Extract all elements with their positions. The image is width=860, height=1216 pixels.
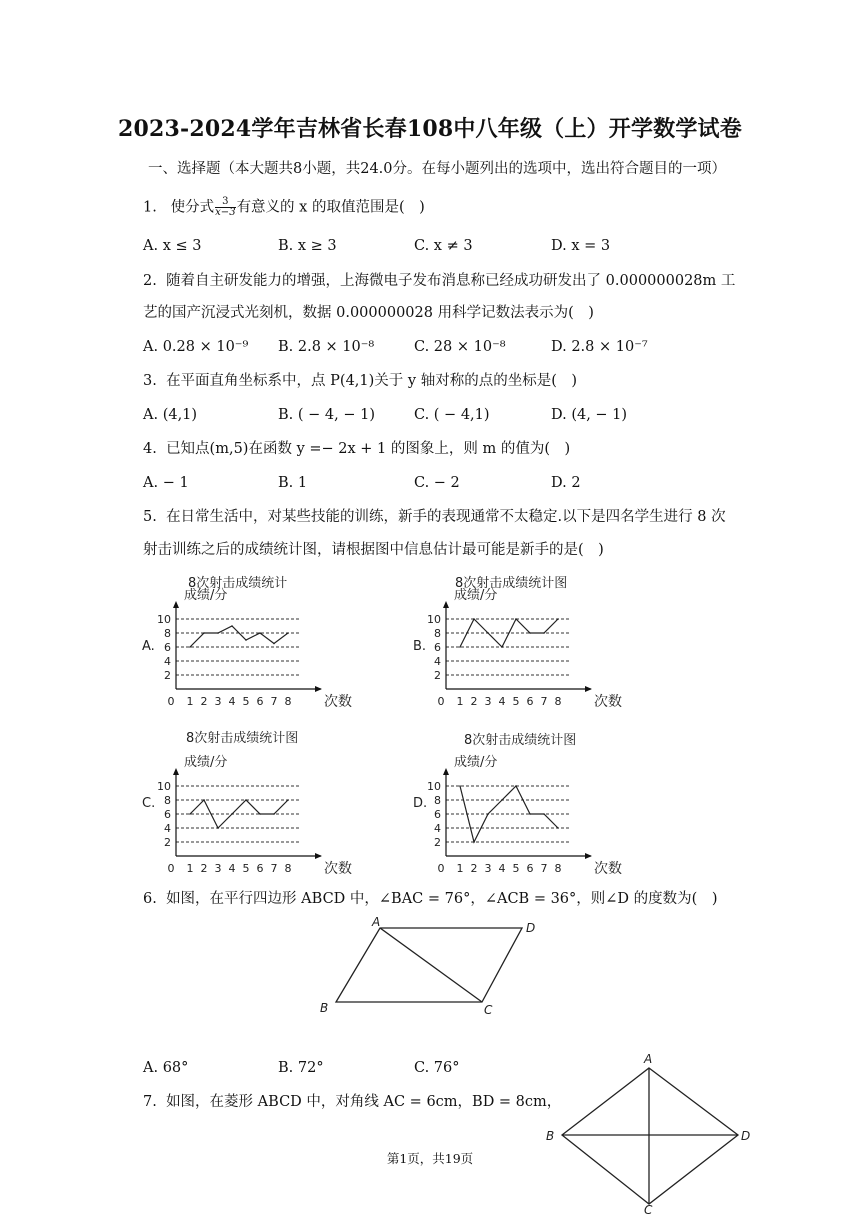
y-tick-label: 2 <box>434 836 441 849</box>
y-axis-arrow <box>443 768 449 775</box>
y-tick-label: 6 <box>164 641 171 654</box>
data-point <box>259 632 261 634</box>
label-d: D <box>526 921 536 935</box>
x-tick-label: 5 <box>512 862 520 875</box>
chart-option-label: C. <box>142 796 156 811</box>
parallelogram-shape <box>336 928 522 1002</box>
data-point <box>245 639 247 641</box>
x-tick-label: 2 <box>200 695 208 708</box>
q6-option-b: B. 72° <box>278 1060 324 1076</box>
question-3: 3. 在平面直角坐标系中，点 P(4,1)关于 y 轴对称的点的坐标是( ) <box>143 373 578 389</box>
chart-xlabel: 次数 <box>324 861 352 877</box>
x-axis-arrow <box>315 853 322 859</box>
x-tick-label: 6 <box>256 695 264 708</box>
page-footer: 第1页，共19页 <box>386 1151 474 1166</box>
y-tick-label: 2 <box>434 669 441 682</box>
q3-option-a: A. (4,1) <box>143 407 198 423</box>
x-tick-label: 8 <box>284 862 292 875</box>
diagonal-ac <box>380 928 482 1002</box>
data-point <box>515 618 517 620</box>
data-point <box>287 632 289 634</box>
data-point <box>217 827 219 829</box>
data-point <box>259 813 261 815</box>
x-axis-arrow <box>585 686 592 692</box>
question-1: 1. 使分式 $\frac{3}{x-3}$ 有意义的 x 的取值范围是( ) <box>143 196 425 218</box>
data-point <box>487 813 489 815</box>
y-tick-label: 8 <box>434 627 441 640</box>
data-point <box>501 646 503 648</box>
q3-option-c: C. ( − 4,1) <box>414 407 490 423</box>
question-5-line2: 射击训练之后的成绩统计图，请根据图中信息估计最可能是新手的是( ) <box>143 542 604 558</box>
x-tick-label: 2 <box>200 862 208 875</box>
x-tick-label: 8 <box>554 862 562 875</box>
label-b: B <box>320 1001 329 1015</box>
x-tick-label: 5 <box>242 695 250 708</box>
data-point <box>557 618 559 620</box>
data-point <box>529 813 531 815</box>
x-tick-label: 0 <box>437 695 445 708</box>
q6-option-c: C. 76° <box>414 1060 460 1076</box>
exam-title: 2023-2024学年吉林省长春108中八年级（上）开学数学试卷 <box>118 116 742 142</box>
label-b: B <box>546 1129 555 1143</box>
q1-option-c: C. x ≠ 3 <box>414 238 473 254</box>
x-tick-label: 6 <box>526 695 534 708</box>
y-axis-arrow <box>443 601 449 608</box>
y-tick-label: 6 <box>434 808 441 821</box>
chart-ylabel: 成绩/分 <box>454 588 498 603</box>
x-axis-arrow <box>315 686 322 692</box>
x-tick-label: 0 <box>437 862 445 875</box>
question-5-line1: 5. 在日常生活中，对某些技能的训练，新手的表现通常不太稳定.以下是四名学生进行 8 次 <box>143 509 726 525</box>
data-point <box>515 785 517 787</box>
y-tick-label: 10 <box>157 780 171 793</box>
chart-title: 8次射击成绩统计 <box>188 576 288 591</box>
x-tick-label: 4 <box>228 862 236 875</box>
x-tick-label: 5 <box>512 695 520 708</box>
data-point <box>273 643 275 645</box>
question-2-line2: 艺的国产沉浸式光刻机，数据 0.000000028 用科学记数法表示为( ) <box>143 305 594 321</box>
y-tick-label: 4 <box>164 655 171 668</box>
x-tick-label: 4 <box>498 695 506 708</box>
parallelogram-figure <box>310 914 550 1018</box>
rhombus-figure <box>540 1048 760 1214</box>
data-point <box>501 799 503 801</box>
data-point <box>231 813 233 815</box>
q4-option-a: A. − 1 <box>143 475 189 491</box>
y-tick-label: 4 <box>164 822 171 835</box>
x-tick-label: 2 <box>470 695 478 708</box>
x-tick-label: 1 <box>456 695 464 708</box>
chart-ylabel: 成绩/分 <box>454 755 498 770</box>
data-point <box>473 841 475 843</box>
data-point <box>543 813 545 815</box>
q3-option-d: D. (4, − 1) <box>551 407 628 423</box>
data-point <box>189 646 191 648</box>
question-7: 7. 如图，在菱形 ABCD 中，对角线 AC = 6cm，BD = 8cm， <box>143 1094 562 1110</box>
data-point <box>459 785 461 787</box>
x-tick-label: 1 <box>456 862 464 875</box>
data-point <box>203 632 205 634</box>
chart-option-label: B. <box>413 639 427 654</box>
data-point <box>203 799 205 801</box>
y-tick-label: 6 <box>434 641 441 654</box>
q2-option-c: C. 28 × 10⁻⁸ <box>414 339 506 355</box>
x-tick-label: 7 <box>270 862 278 875</box>
y-tick-label: 8 <box>164 627 171 640</box>
x-tick-label: 7 <box>270 695 278 708</box>
data-point <box>189 813 191 815</box>
y-tick-label: 4 <box>434 822 441 835</box>
data-point <box>473 618 475 620</box>
x-tick-label: 4 <box>228 695 236 708</box>
x-tick-label: 7 <box>540 862 548 875</box>
y-axis-arrow <box>173 601 179 608</box>
x-tick-label: 2 <box>470 862 478 875</box>
label-a: A <box>372 915 381 929</box>
x-tick-label: 1 <box>186 862 194 875</box>
x-tick-label: 5 <box>242 862 250 875</box>
chart-xlabel: 次数 <box>594 694 622 710</box>
x-tick-label: 3 <box>484 862 492 875</box>
x-tick-label: 0 <box>167 862 175 875</box>
label-d: D <box>741 1129 751 1143</box>
chart-xlabel: 次数 <box>324 694 352 710</box>
data-point <box>245 799 247 801</box>
data-point <box>487 632 489 634</box>
q1-option-a: A. x ≤ 3 <box>143 238 202 254</box>
label-c: C <box>644 1203 653 1214</box>
chart-title: 8次射击成绩统计图 <box>186 731 299 746</box>
q1-option-d: D. x = 3 <box>551 238 611 254</box>
y-tick-label: 8 <box>164 794 171 807</box>
x-tick-label: 0 <box>167 695 175 708</box>
y-tick-label: 10 <box>427 780 441 793</box>
label-a: A <box>644 1052 653 1066</box>
x-tick-label: 8 <box>284 695 292 708</box>
x-tick-label: 3 <box>484 695 492 708</box>
q2-option-d: D. 2.8 × 10⁻⁷ <box>551 339 648 355</box>
q1-option-b: B. x ≥ 3 <box>278 238 337 254</box>
data-point <box>543 632 545 634</box>
chart-option-label: D. <box>413 796 428 811</box>
rhombus-shape <box>562 1068 738 1204</box>
q4-option-d: D. 2 <box>551 475 581 491</box>
data-point <box>459 646 461 648</box>
fraction: $\frac{3}{x-3}$ <box>215 196 236 218</box>
q4-option-b: B. 1 <box>278 475 308 491</box>
x-tick-label: 6 <box>256 862 264 875</box>
section-heading: 一、选择题（本大题共8小题，共24.0分。在每小题列出的选项中，选出符合题目的一项） <box>148 161 727 177</box>
y-tick-label: 6 <box>164 808 171 821</box>
question-6: 6. 如图，在平行四边形 ABCD 中，∠BAC = 76°，∠ACB = 36°，则∠D 的度数为( ) <box>143 891 718 907</box>
y-tick-label: 10 <box>427 613 441 626</box>
question-2-line1: 2. 随着自主研发能力的增强，上海微电子发布消息称已经成功研发出了 0.000000028m 工 <box>143 273 736 289</box>
chart-title: 8次射击成绩统计图 <box>455 576 568 591</box>
chart-ylabel: 成绩/分 <box>184 588 228 603</box>
question-number: 1. <box>143 199 157 216</box>
y-tick-label: 2 <box>164 836 171 849</box>
data-point <box>557 827 559 829</box>
q2-option-a: A. 0.28 × 10⁻⁹ <box>143 339 249 355</box>
x-tick-label: 7 <box>540 695 548 708</box>
q6-option-a: A. 68° <box>143 1060 189 1076</box>
data-point <box>231 625 233 627</box>
chart-option-label: A. <box>142 639 155 654</box>
chart-xlabel: 次数 <box>594 861 622 877</box>
x-axis-arrow <box>585 853 592 859</box>
question-4: 4. 已知点(m,5)在函数 y =− 2x + 1 的图象上，则 m 的值为( ) <box>143 441 571 457</box>
x-tick-label: 3 <box>214 695 222 708</box>
x-tick-label: 3 <box>214 862 222 875</box>
x-tick-label: 6 <box>526 862 534 875</box>
y-axis-arrow <box>173 768 179 775</box>
q4-option-c: C. − 2 <box>414 475 460 491</box>
y-tick-label: 2 <box>164 669 171 682</box>
data-point <box>273 813 275 815</box>
q3-option-b: B. ( − 4, − 1) <box>278 407 375 423</box>
data-point <box>529 632 531 634</box>
chart-title: 8次射击成绩统计图 <box>464 733 577 748</box>
y-tick-label: 10 <box>157 613 171 626</box>
x-tick-label: 8 <box>554 695 562 708</box>
x-tick-label: 1 <box>186 695 194 708</box>
chart-ylabel: 成绩/分 <box>184 755 228 770</box>
y-tick-label: 4 <box>434 655 441 668</box>
label-c: C <box>484 1003 493 1017</box>
y-tick-label: 8 <box>434 794 441 807</box>
data-point <box>217 632 219 634</box>
data-point <box>287 799 289 801</box>
q2-option-b: B. 2.8 × 10⁻⁸ <box>278 339 375 355</box>
x-tick-label: 4 <box>498 862 506 875</box>
